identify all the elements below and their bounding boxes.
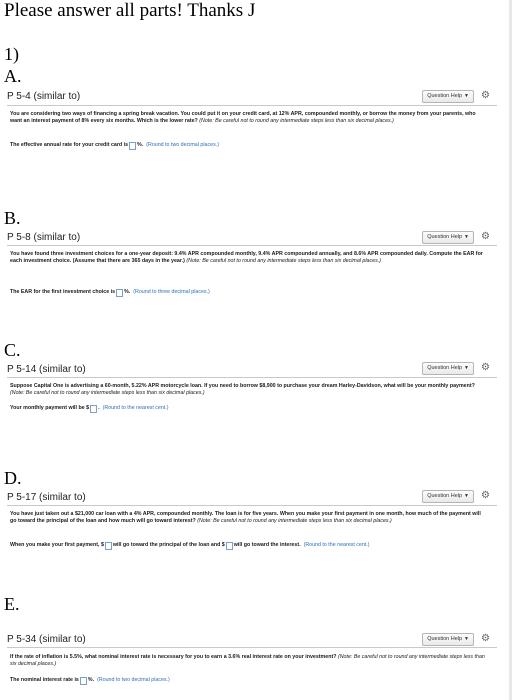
rounding-hint: (Round to three decimal places.) bbox=[133, 289, 210, 295]
problem-text: You have found three investment choices for a one-year deposit: 9.4% APR compounded monthly, 9.4% APR compounded annually, and 8.6% APR compounded daily. Compute the EAR for each investment choice. (Assume that there are 365 days in the year.) (Note: Be careful not to round any intermediate steps less than six decimal places.) bbox=[10, 251, 483, 264]
question-help-button[interactable] bbox=[422, 633, 474, 646]
answer-line bbox=[10, 404, 169, 413]
question-help-button[interactable] bbox=[422, 490, 474, 503]
caret-down-icon: ▼ bbox=[464, 493, 469, 499]
part-letter: B. bbox=[4, 208, 21, 228]
rounding-note: (Note: Be careful not to round any intermediate steps less than six decimal places.) bbox=[199, 118, 394, 124]
interest-input[interactable] bbox=[226, 542, 233, 550]
gear-icon[interactable]: ⚙ bbox=[481, 362, 490, 373]
answer-input[interactable] bbox=[129, 142, 136, 150]
part-letter: D. bbox=[4, 468, 22, 488]
answer-input[interactable] bbox=[116, 289, 123, 297]
question-help-label: Question Help bbox=[427, 493, 463, 499]
gear-icon[interactable]: ⚙ bbox=[481, 633, 490, 644]
part-letter: A. bbox=[4, 66, 22, 86]
rounding-note: (Note: Be careful not to round any intermediate steps less than six decimal places.) bbox=[10, 654, 485, 667]
rounding-hint: (Round to the nearest cent.) bbox=[303, 542, 370, 548]
divider bbox=[7, 245, 497, 246]
gear-icon[interactable]: ⚙ bbox=[481, 490, 490, 501]
problem-title: P 5-8 (similar to) bbox=[7, 232, 81, 243]
answer-line bbox=[10, 676, 170, 685]
divider bbox=[7, 505, 497, 506]
caret-down-icon: ▼ bbox=[464, 636, 469, 642]
part-c bbox=[0, 340, 500, 450]
answer-prefix: When you make your first payment, $ bbox=[10, 542, 104, 548]
part-letter: E. bbox=[4, 594, 20, 614]
problem-title: P 5-17 (similar to) bbox=[7, 492, 86, 503]
rounding-note: (Note: Be careful not to round any intermediate steps less than six decimal places.) bbox=[10, 390, 205, 396]
answer-input[interactable] bbox=[90, 405, 100, 413]
rounding-hint: (Round to the nearest cent.) bbox=[102, 405, 169, 411]
problem-title: P 5-4 (similar to) bbox=[7, 91, 81, 102]
divider bbox=[7, 647, 497, 648]
part-d bbox=[0, 468, 500, 578]
question-help-button[interactable] bbox=[422, 231, 474, 244]
answer-line bbox=[10, 141, 219, 150]
answer-suffix: %. bbox=[87, 677, 95, 683]
question-help-button[interactable] bbox=[422, 90, 474, 103]
gear-icon[interactable]: ⚙ bbox=[481, 90, 490, 101]
part-e bbox=[0, 594, 500, 700]
problem-title: P 5-34 (similar to) bbox=[7, 634, 86, 645]
answer-input[interactable] bbox=[80, 677, 87, 685]
rounding-hint: (Round to two decimal places.) bbox=[146, 142, 219, 148]
answer-line bbox=[10, 288, 210, 297]
answer-suffix: . bbox=[98, 405, 100, 411]
answer-prefix: The effective annual rate for your credit card is bbox=[10, 142, 129, 148]
question-help-label: Question Help bbox=[427, 636, 463, 642]
divider bbox=[7, 105, 497, 106]
caret-down-icon: ▼ bbox=[464, 93, 469, 99]
answer-suffix: %. bbox=[124, 289, 131, 295]
answer-suffix: will go toward the interest. bbox=[233, 542, 301, 548]
problem-text: If the rate of inflation is 5.5%, what nominal interest rate is necessary for you to earn a 3.6% real interest rate on your investment? (Note: Be careful not to round any intermediate steps less than six decimal places.) bbox=[10, 654, 485, 667]
principal-input[interactable] bbox=[105, 542, 112, 550]
answer-prefix: The nominal interest rate is bbox=[10, 677, 79, 683]
part-letter: C. bbox=[4, 340, 21, 360]
divider bbox=[7, 377, 497, 378]
question-help-label: Question Help bbox=[427, 365, 463, 371]
gear-icon[interactable]: ⚙ bbox=[481, 231, 490, 242]
problem-text: You are considering two ways of financing a spring break vacation. You could put it on your credit card, at 12% APR, compounded monthly, or borrow the money from your parents, who want an interest payment of 8% every six months. Which is the lower rate? (Note: Be careful not to round any intermediate steps less than six decimal places.) bbox=[10, 111, 476, 124]
part-a bbox=[0, 66, 500, 176]
rounding-note: (Note: Be careful not to round any intermediate steps less than six decimal places.) bbox=[197, 518, 392, 524]
question-help-label: Question Help bbox=[427, 93, 463, 99]
rounding-hint: (Round to two decimal places.) bbox=[97, 677, 170, 683]
problem-text: You have just taken out a $21,000 car loan with a 4% APR, compounded monthly. The loan is for five years. When you make your first payment in one month, how much of the payment will go toward the principal of the loan and how much will go toward interest? (Note: Be careful not to round any intermediate steps less than six decimal places.) bbox=[10, 511, 481, 524]
rounding-note: (Note: Be careful not to round any intermediate steps less than six decimal places.) bbox=[186, 258, 381, 264]
question-help-label: Question Help bbox=[427, 234, 463, 240]
answer-middle: will go toward the principal of the loan and $ bbox=[112, 542, 225, 548]
question-help-button[interactable] bbox=[422, 362, 474, 375]
question-number: 1) bbox=[4, 44, 19, 64]
answer-prefix: Your monthly payment will be $ bbox=[10, 405, 90, 411]
answer-prefix: The EAR for the first investment choice is bbox=[10, 289, 116, 295]
part-b bbox=[0, 208, 500, 318]
answer-line bbox=[10, 541, 370, 550]
caret-down-icon: ▼ bbox=[464, 365, 469, 371]
problem-title: P 5-14 (similar to) bbox=[7, 364, 86, 375]
caret-down-icon: ▼ bbox=[464, 234, 469, 240]
answer-suffix: %. bbox=[137, 142, 144, 148]
page-title: Please answer all parts! Thanks J bbox=[4, 0, 256, 21]
problem-text: Suppose Capital One is advertising a 60-month, 5.22% APR motorcycle loan. If you need to borrow $8,900 to purchase your dream Harley-Davidson, what will be your monthly payment? (Note: Be careful not to round any intermediate steps less than six decimal places.) bbox=[10, 383, 475, 396]
